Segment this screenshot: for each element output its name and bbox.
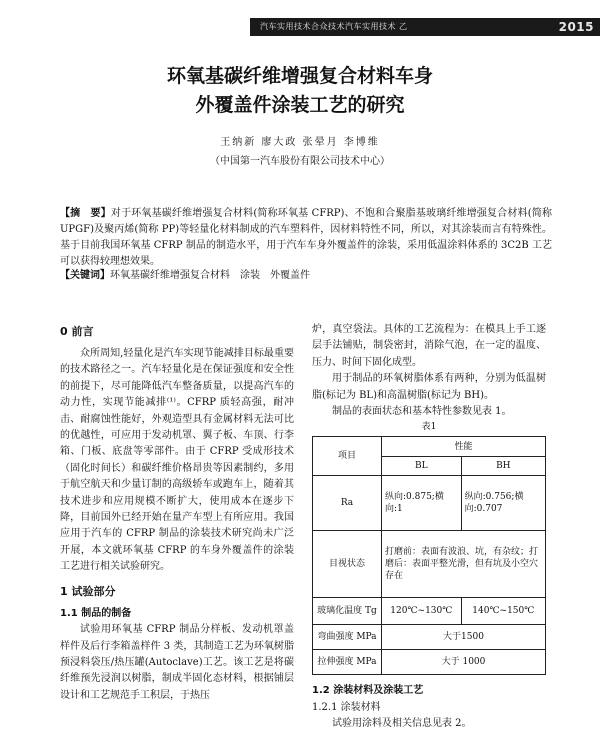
section-1-1-heading: 1.1 制品的制备	[60, 607, 132, 619]
right-column	[312, 322, 546, 733]
table-row	[313, 598, 546, 625]
row-bh: 140℃~150℃	[461, 598, 545, 625]
row-name: 弯曲强度 MPa	[313, 625, 382, 650]
table-row	[313, 531, 546, 598]
title-line-1: 环氧基碳纤维增强复合材料车身	[166, 65, 433, 87]
keywords-text: 环氧基碳纤维增强复合材料 涂装 外覆盖件	[110, 270, 310, 281]
keywords-label: 【关键词】	[60, 270, 110, 281]
section-0-paragraph: 众所周知,轻量化是汽车实现节能减排目标最重要的技术路径之一。汽车轻量化是在保证强度和安全性的前提下，尽可能降低汽车整备质量，以提高汽车的动力性，实现节能减排⁽¹⁾。CFRP 质轻高强，耐冲击、耐腐蚀性能好，外观造型具有金属材料无法可比的优越性，可应用于发动机罩、翼子板、车顶、行李箱、门板、底盘等零部件。由于 CFRP 受成形技术（固化时间长）和碳纤维价格昂贵等因素制约，多用于航空航天和少量订制的高级轿车或跑车上，随着其技术进步和应用规模不断扩大，使用成本在逐步下降，目前国外已经开始在量产车型上有所应用。我国应用于汽车的 CFRP 制品的涂装技术研究尚未广泛开展，本文就环氧基 CFRP 的车身外覆盖件的涂装工艺进行相关试验研究。	[60, 348, 294, 573]
table-row	[313, 625, 546, 650]
right-paragraph-1: 炉，真空袋法。具体的工艺流程为：在模具上手工逐层手法铺贴，制袋密封，消除气泡，在一定的温度、压力、时间下固化成型。	[312, 324, 546, 368]
section-0-heading: 0 前言	[60, 325, 94, 338]
section-1-2-1-paragraph: 试验用涂料及相关信息见表 2。	[332, 718, 472, 730]
paper-title	[0, 62, 600, 120]
keywords	[60, 268, 552, 284]
journal-year: 2015	[558, 20, 594, 34]
table-row	[313, 650, 546, 675]
header-bh: BH	[461, 456, 545, 476]
journal-header-bar	[250, 18, 600, 36]
affiliation: （中国第一汽车股份有限公司技术中心）	[210, 156, 390, 167]
title-line-2: 外覆盖件涂装工艺的研究	[195, 94, 405, 116]
abstract-label: 【摘 要】	[60, 208, 111, 219]
table-header-row	[313, 437, 546, 457]
row-merged: 打磨前：表面有波浪、坑，有杂纹；打磨后：表面平整光滑，但有坑及小空穴存在	[382, 531, 546, 598]
abstract	[60, 206, 552, 270]
row-name: 拉伸强度 MPa	[313, 650, 382, 675]
table-1	[312, 436, 546, 675]
journal-name: 汽车实用技术合众技术汽车实用技术 乙	[260, 22, 408, 31]
table-1-caption: 表1	[421, 422, 437, 433]
row-name: Ra	[313, 476, 382, 531]
row-name: 玻璃化温度 Tg	[313, 598, 382, 625]
section-1-2-heading: 1.2 涂装材料及涂装工艺	[312, 685, 424, 697]
table-row	[313, 476, 546, 531]
row-bl: 纵向:0.875;横向:1	[382, 476, 462, 531]
header-bl: BL	[382, 456, 462, 476]
row-bh: 纵向:0.756;横向:0.707	[461, 476, 545, 531]
row-merged: 大于 1000	[382, 650, 546, 675]
section-1-heading: 1 试验部分	[60, 584, 116, 598]
row-merged: 大于1500	[382, 625, 546, 650]
abstract-text: 对于环氧基碳纤维增强复合材料(简称环氧基 CFRP)、不饱和合聚脂基玻璃纤维增强复合材料(简称 UPGF)及聚丙烯(简称 PP)等轻量化材料制成的汽车塑料件，因材料特性不同，所以，对其涂装而言有特殊性。基于目前我国环氧基 CFRP 制品的制造水平，用于汽车车身外覆盖件的涂装，采用低温涂料体系的 3C2B 工艺可以获得较理想效果。	[60, 208, 553, 267]
right-paragraph-2: 用于制品的环氧树脂体系有两种，分别为低温树脂(标记为 BL)和高温树脂(标记为 BH)。	[312, 373, 546, 401]
header-props: 性能	[382, 437, 546, 457]
row-name: 目视状态	[313, 531, 382, 598]
header-item: 项目	[313, 437, 382, 476]
section-1-1-paragraph: 试验用环氧基 CFRP 制品分样板、发动机罩盖样件及后行李箱盖样件 3 类，其制造工艺为环氧树脂预浸料袋压/热压罐(Autoclave)工艺。该工艺是将碳纤维预先浸润以树脂，制成半固化态材料，根据铺层设计和工艺规范手工积层，于热压	[60, 624, 294, 701]
row-bl: 120℃~130℃	[382, 598, 462, 625]
right-paragraph-3: 制品的表面状态和基本特性参数见表 1。	[332, 406, 512, 418]
authors: 王纳新 廖大政 张晕月 李博维	[220, 137, 380, 148]
section-1-2-1-heading: 1.2.1 涂装材料	[312, 701, 381, 713]
left-column	[60, 322, 294, 704]
